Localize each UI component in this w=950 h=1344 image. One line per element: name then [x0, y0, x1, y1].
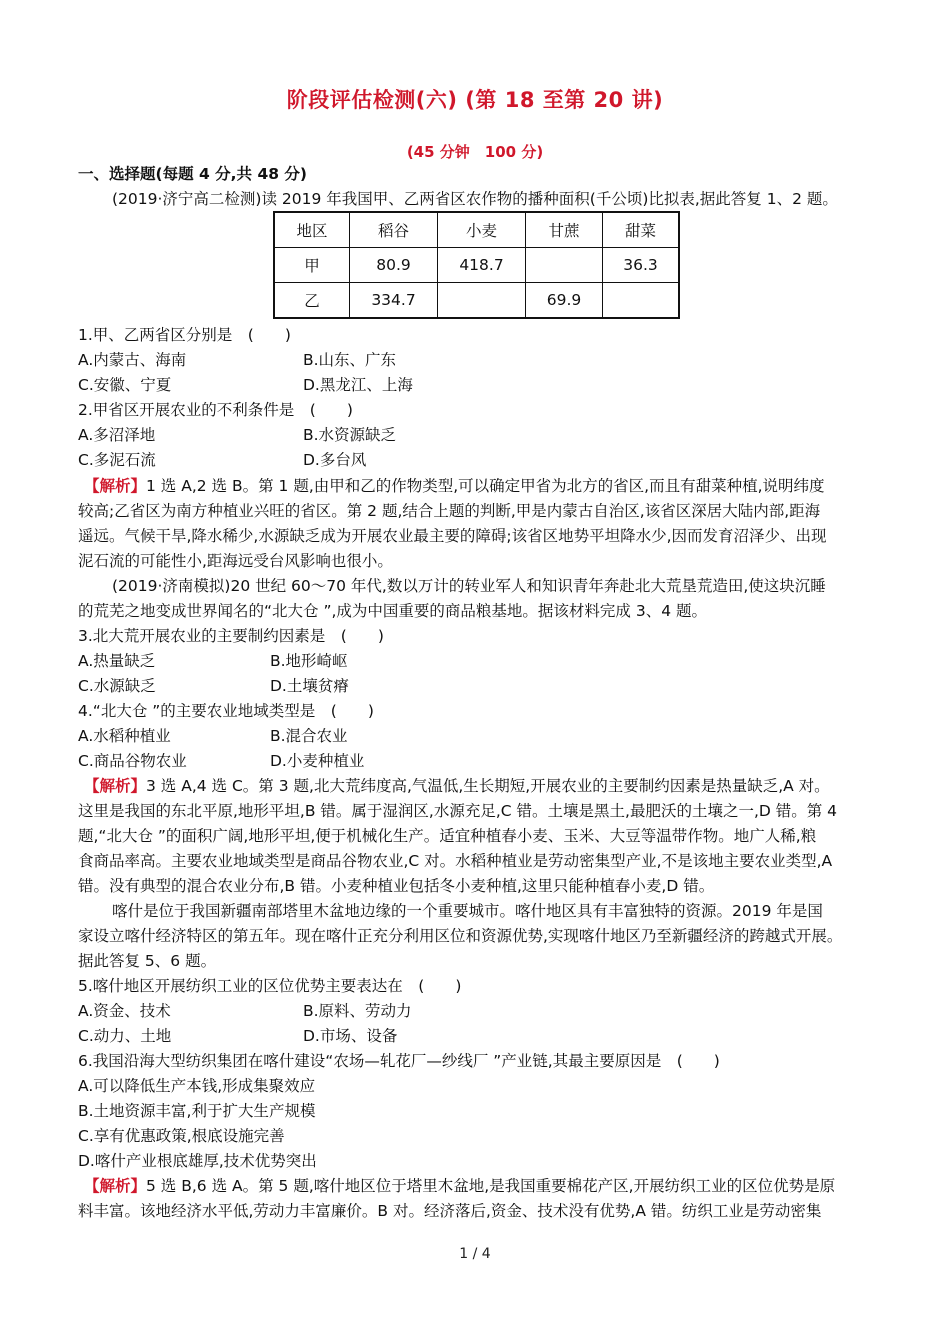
question-intro: 喀什是位于我国新疆南部塔里木盆地边缘的一个重要城市。喀什地区具有丰富独特的资源。2019 年是国 — [112, 902, 823, 920]
analysis-text: 题,“北大仓 ”的面积广阔,地形平坦,便于机械化生产。适宜种植春小麦、玉米、大豆等温带作物。地广人稀,粮 — [78, 827, 817, 845]
question-stem: 1.甲、乙两省区分别是 ( ) — [78, 326, 291, 344]
option-a: A.水稻种植业 — [78, 727, 171, 745]
question-intro: 的荒芜之地变成世界闻名的“北大仓 ”,成为中国重要的商品粮基地。据该材料完成 3、4 题。 — [78, 602, 707, 620]
option-b: B.混合农业 — [270, 727, 348, 745]
option-a: A.内蒙古、海南 — [78, 351, 187, 369]
analysis-text: 1 选 A,2 选 B。第 1 题,由甲和乙的作物类型,可以确定甲省为北方的省区,而且有甜菜种植,说明纬度 — [146, 477, 825, 495]
option-b: B.原料、劳动力 — [303, 1002, 412, 1020]
question-intro: (2019·济南模拟)20 世纪 60～70 年代,数以万计的转业军人和知识青年奔赴北大荒垦荒造田,使这块沉睡 — [112, 577, 826, 595]
table-cell — [603, 283, 680, 319]
question-stem: 4.“北大仓 ”的主要农业地域类型是 ( ) — [78, 702, 374, 720]
option-d: D.市场、设备 — [303, 1027, 398, 1045]
analysis-tag: 【解析】 — [84, 777, 147, 795]
table-header-cell: 甜菜 — [603, 212, 680, 248]
table-cell: 36.3 — [603, 248, 680, 283]
table-cell: 甲 — [274, 248, 350, 283]
option-a: A.热量缺乏 — [78, 652, 156, 670]
analysis-tag: 【解析】 — [84, 477, 147, 495]
analysis-paragraph — [84, 1174, 835, 1199]
option-d: D.土壤贫瘠 — [270, 677, 349, 695]
analysis-text: 较高;乙省区为南方种植业兴旺的省区。第 2 题,结合上题的判断,甲是内蒙古自治区,该省区深居大陆内部,距海 — [78, 502, 821, 520]
question-intro: (2019·济宁高二检测)读 2019 年我国甲、乙两省区农作物的播种面积(千公顷)比拟表,据此答复 1、2 题。 — [112, 190, 838, 208]
question-stem: 5.喀什地区开展纺织工业的区位优势主要表达在 ( ) — [78, 977, 462, 995]
table-header-cell: 小麦 — [438, 212, 526, 248]
option-b: B.地形崎岖 — [270, 652, 348, 670]
table-header-cell: 甘蔗 — [526, 212, 603, 248]
option-d: D.黑龙江、上海 — [303, 376, 413, 394]
analysis-text: 错。没有典型的混合农业分布,B 错。小麦种植业包括冬小麦种植,这里只能种植春小麦,D 错。 — [78, 877, 715, 895]
question-intro: 据此答复 5、6 题。 — [78, 952, 217, 970]
exam-duration-score: (45 分钟 100 分) — [406, 143, 544, 161]
option-b: B.水资源缺乏 — [303, 426, 397, 444]
table-cell — [526, 248, 603, 283]
question-stem: 6.我国沿海大型纺织集团在喀什建设“农场—轧花厂—纱线厂 ”产业链,其最主要原因是 ( ) — [78, 1052, 720, 1070]
option-c: C.多泥石流 — [78, 451, 156, 469]
table-cell: 334.7 — [350, 283, 438, 319]
option-b: B.山东、广东 — [303, 351, 397, 369]
table-cell: 418.7 — [438, 248, 526, 283]
table-row — [274, 283, 679, 319]
question-stem: 3.北大荒开展农业的主要制约因素是 ( ) — [78, 627, 384, 645]
option-c: C.商品谷物农业 — [78, 752, 187, 770]
analysis-text: 料丰富。该地经济水平低,劳动力丰富廉价。B 对。经济落后,资金、技术没有优势,A 错。纺织工业是劳动密集 — [78, 1202, 822, 1220]
page-number: 1 / 4 — [459, 1246, 491, 1262]
table-header-cell: 地区 — [274, 212, 350, 248]
option-c: C.安徽、宁夏 — [78, 376, 172, 394]
table-row — [274, 248, 679, 283]
option-c: C.享有优惠政策,根底设施完善 — [78, 1127, 285, 1145]
analysis-paragraph — [84, 474, 825, 499]
option-a: A.多沼泽地 — [78, 426, 156, 444]
analysis-text: 泥石流的可能性小,距海远受台风影响也很小。 — [78, 552, 393, 570]
table-header-row — [274, 212, 679, 248]
question-stem: 2.甲省区开展农业的不利条件是 ( ) — [78, 401, 353, 419]
analysis-text: 这里是我国的东北平原,地形平坦,B 错。属于湿润区,水源充足,C 错。土壤是黑土,最肥沃的土壤之一,D 错。第 4 — [78, 802, 838, 820]
option-d: D.喀什产业根底雄厚,技术优势突出 — [78, 1152, 317, 1170]
question-intro: 家设立喀什经济特区的第五年。现在喀什正充分利用区位和资源优势,实现喀什地区乃至新疆经济的跨越式开展。 — [78, 927, 843, 945]
option-b: B.土地资源丰富,利于扩大生产规模 — [78, 1102, 316, 1120]
table-header-cell: 稻谷 — [350, 212, 438, 248]
section-heading: 一、选择题(每题 4 分,共 48 分) — [78, 165, 307, 183]
analysis-text: 3 选 A,4 选 C。第 3 题,北大荒纬度高,气温低,生长期短,开展农业的主要制约因素是热量缺乏,A 对。 — [146, 777, 830, 795]
crop-area-table — [273, 211, 680, 319]
table-cell: 69.9 — [526, 283, 603, 319]
option-d: D.多台风 — [303, 451, 367, 469]
option-a: A.资金、技术 — [78, 1002, 171, 1020]
analysis-text: 食商品率高。主要农业地域类型是商品谷物农业,C 对。水稻种植业是劳动密集型产业,不是该地主要农业类型,A — [78, 852, 833, 870]
analysis-text: 遥远。气候干旱,降水稀少,水源缺乏成为开展农业最主要的障碍;该省区地势平坦降水少,因而发育沼泽少、出现 — [78, 527, 827, 545]
analysis-tag: 【解析】 — [84, 1177, 147, 1195]
option-a: A.可以降低生产本钱,形成集聚效应 — [78, 1077, 316, 1095]
analysis-paragraph — [84, 774, 830, 799]
option-c: C.动力、土地 — [78, 1027, 172, 1045]
table-cell: 80.9 — [350, 248, 438, 283]
page-title: 阶段评估检测(六) (第 18 至第 20 讲) — [286, 88, 664, 112]
analysis-text: 5 选 B,6 选 A。第 5 题,喀什地区位于塔里木盆地,是我国重要棉花产区,开展纺织工业的区位优势是原 — [146, 1177, 836, 1195]
option-d: D.小麦种植业 — [270, 752, 365, 770]
table-cell: 乙 — [274, 283, 350, 319]
option-c: C.水源缺乏 — [78, 677, 156, 695]
table-cell — [438, 283, 526, 319]
